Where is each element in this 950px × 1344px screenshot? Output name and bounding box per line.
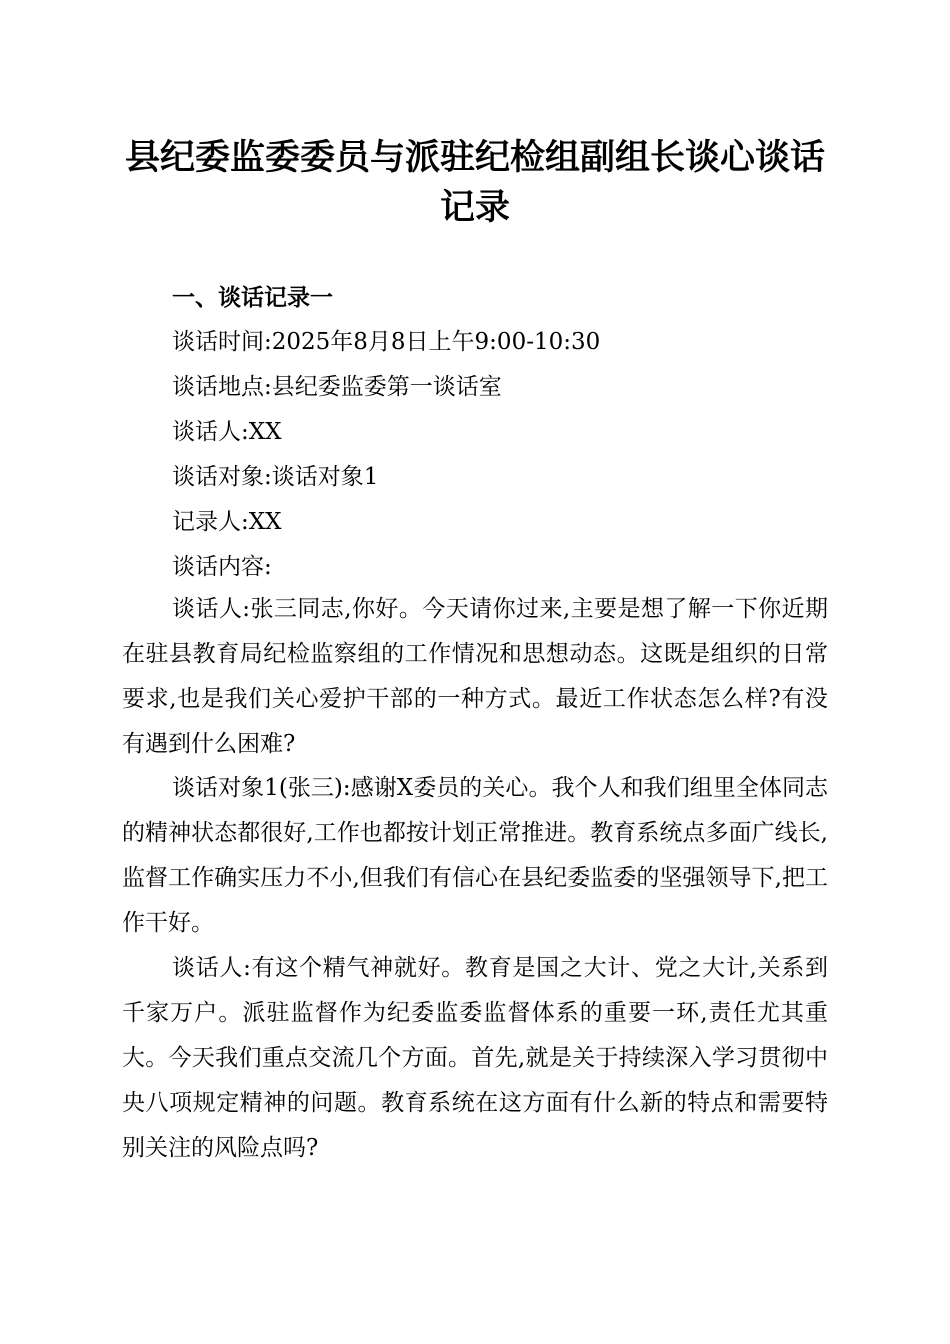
- paragraph-2: 谈话对象1(张三):感谢X委员的关心。我个人和我们组里全体同志的精神状态都很好,工作也都按计划正常推进。教育系统点多面广线长,监督工作确实压力不小,但我们有信心在县纪委监委的坚强领导下,把工作干好。: [122, 775, 828, 936]
- meta-location: 谈话地点:县纪委监委第一谈话室: [172, 374, 502, 400]
- meta-subject: 谈话对象:谈话对象1: [172, 464, 379, 490]
- paragraph-1: 谈话人:张三同志,你好。今天请你过来,主要是想了解一下你近期在驻县教育局纪检监察组的工作情况和思想动态。这既是组织的日常要求,也是我们关心爱护干部的一种方式。最近工作状态怎么样?有没有遇到什么困难?: [122, 596, 828, 757]
- meta-time: 谈话时间:2025年8月8日上午9:00-10:30: [172, 329, 601, 355]
- document-title-line-1: 县纪委监委委员与派驻纪检组副组长谈心谈话: [124, 137, 825, 178]
- section-heading: 一、谈话记录一: [172, 285, 333, 311]
- meta-speaker: 谈话人:XX: [172, 419, 282, 445]
- meta-content-label: 谈话内容:: [172, 554, 272, 580]
- paragraph-3: 谈话人:有这个精气神就好。教育是国之大计、党之大计,关系到千家万户。派驻监督作为纪委监委监督体系的重要一环,责任尤其重大。今天我们重点交流几个方面。首先,就是关于持续深入学习贯彻中央八项规定精神的问题。教育系统在这方面有什么新的特点和需要特别关注的风险点吗?: [122, 955, 828, 1161]
- meta-recorder: 记录人:XX: [172, 509, 282, 535]
- document-title-line-2: 记录: [439, 187, 510, 228]
